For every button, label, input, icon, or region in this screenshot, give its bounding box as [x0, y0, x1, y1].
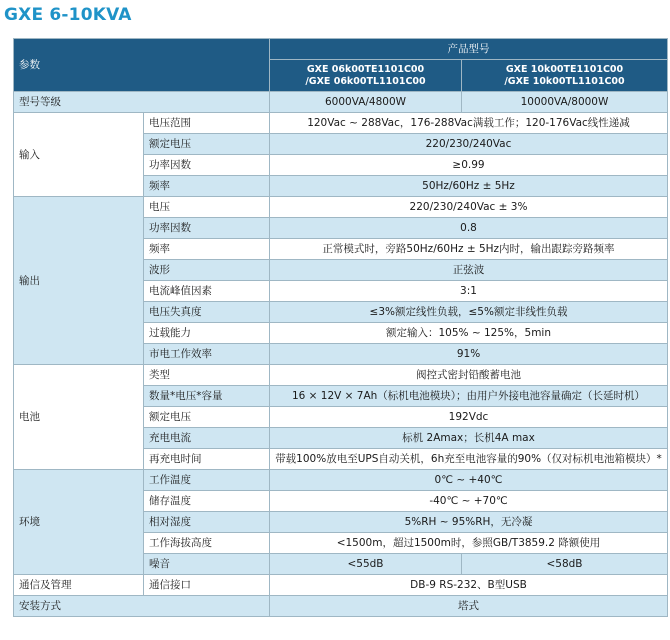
row-name: 储存温度	[144, 491, 270, 512]
noise-a: <55dB	[270, 554, 462, 575]
row-value: 额定输入：105% ~ 125%，5min	[270, 323, 668, 344]
row-value: 91%	[270, 344, 668, 365]
row-value: 16 × 12V × 7Ah（标机电池模块）；由用户外接电池容量确定（长延时机）	[270, 386, 668, 407]
install-label: 安装方式	[14, 596, 270, 617]
output-group-label: 输出	[14, 197, 144, 365]
row-name: 电压失真度	[144, 302, 270, 323]
spec-table	[13, 38, 668, 617]
battery-group-label: 电池	[14, 365, 144, 470]
row-name: 额定电压	[144, 134, 270, 155]
row-value: 阀控式密封铅酸蓄电池	[270, 365, 668, 386]
row-name: 工作温度	[144, 470, 270, 491]
model-a-line2: /GXE 06k00TL1101C00	[305, 75, 426, 87]
row-name: 工作海拔高度	[144, 533, 270, 554]
row-value: 正弦波	[270, 260, 668, 281]
model-b-header	[462, 60, 668, 92]
row-value: 220/230/240Vac	[270, 134, 668, 155]
row-value: 正常模式时，旁路50Hz/60Hz ± 5Hz内时，输出跟踪旁路频率	[270, 239, 668, 260]
row-value: DB-9 RS-232、B型USB	[270, 575, 668, 596]
row-name: 数量*电压*容量	[144, 386, 270, 407]
row-name: 相对湿度	[144, 512, 270, 533]
row-value: 192Vdc	[270, 407, 668, 428]
row-value: 50Hz/60Hz ± 5Hz	[270, 176, 668, 197]
row-value: 0.8	[270, 218, 668, 239]
row-value: 5%RH ~ 95%RH，无冷凝	[270, 512, 668, 533]
row-name: 电流峰值因素	[144, 281, 270, 302]
comm-group-label: 通信及管理	[14, 575, 144, 596]
row-name: 功率因数	[144, 218, 270, 239]
row-value: 标机 2Amax；长机4A max	[270, 428, 668, 449]
model-a-header	[270, 60, 462, 92]
row-name: 频率	[144, 176, 270, 197]
row-name: 再充电时间	[144, 449, 270, 470]
param-header: 参数	[14, 39, 270, 92]
input-group-label: 输入	[14, 113, 144, 197]
install-value: 塔式	[270, 596, 668, 617]
row-name: 功率因数	[144, 155, 270, 176]
row-name: 噪音	[144, 554, 270, 575]
row-value: 120Vac ~ 288Vac，176-288Vac满载工作；120-176Vac线性递减	[270, 113, 668, 134]
model-a-line1: GXE 06k00TE1101C00	[306, 63, 425, 75]
row-value: ≥0.99	[270, 155, 668, 176]
env-group-label: 环境	[14, 470, 144, 575]
row-name: 电压	[144, 197, 270, 218]
rating-a: 6000VA/4800W	[270, 92, 462, 113]
model-b-line1: GXE 10k00TE1101C00	[505, 63, 624, 75]
row-name: 过载能力	[144, 323, 270, 344]
row-name: 市电工作效率	[144, 344, 270, 365]
noise-b: <58dB	[462, 554, 668, 575]
row-value: ≤3%额定线性负载，≤5%额定非线性负载	[270, 302, 668, 323]
product-model-header: 产品型号	[270, 39, 668, 60]
row-name: 额定电压	[144, 407, 270, 428]
row-value: 0℃ ~ +40℃	[270, 470, 668, 491]
row-name: 频率	[144, 239, 270, 260]
row-value: -40℃ ~ +70℃	[270, 491, 668, 512]
row-value: 3:1	[270, 281, 668, 302]
rating-label: 型号等级	[14, 92, 270, 113]
row-name: 电压范围	[144, 113, 270, 134]
row-value: 带载100%放电至UPS自动关机，6h充至电池容量的90%（仅对标机电池箱模块）*	[270, 449, 668, 470]
rating-b: 10000VA/8000W	[462, 92, 668, 113]
row-name: 类型	[144, 365, 270, 386]
row-value: <1500m，超过1500m时，参照GB/T3859.2 降额使用	[270, 533, 668, 554]
row-name: 波形	[144, 260, 270, 281]
page-title: GXE 6-10KVA	[4, 5, 132, 25]
row-name: 通信接口	[144, 575, 270, 596]
row-name: 充电电流	[144, 428, 270, 449]
row-value: 220/230/240Vac ± 3%	[270, 197, 668, 218]
model-b-line2: /GXE 10k00TL1101C00	[504, 75, 625, 87]
